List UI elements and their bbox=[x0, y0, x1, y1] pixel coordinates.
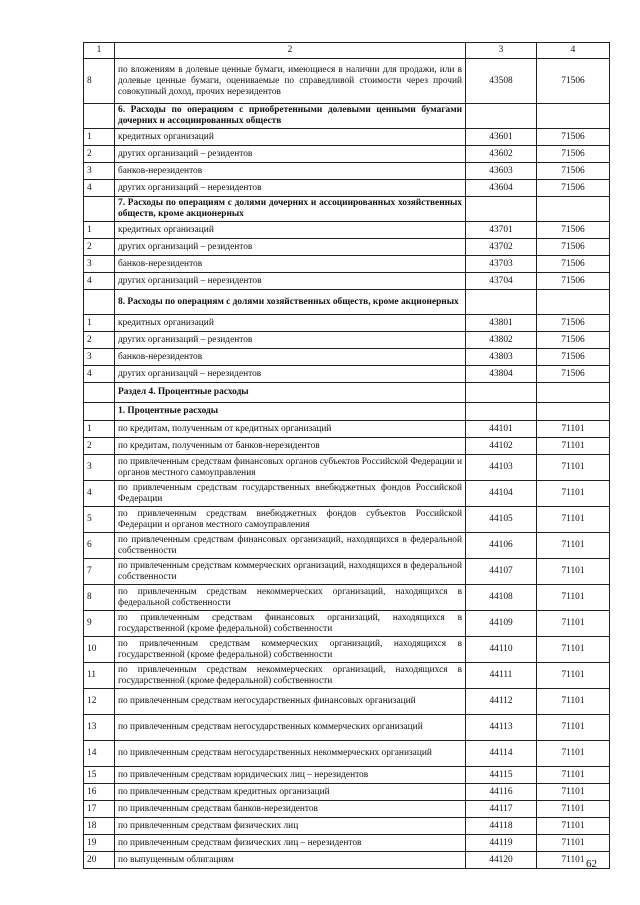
row-number: 1 bbox=[84, 129, 115, 146]
table-row bbox=[84, 818, 610, 835]
row-code bbox=[466, 290, 537, 315]
row-account: 71506 bbox=[537, 366, 610, 383]
row-description: по привлеченным средствам финансовых организаций, находящихся в государственной (кроме федеральной) собственности bbox=[115, 611, 466, 637]
row-account: 71506 bbox=[537, 273, 610, 290]
row-account: 71101 bbox=[537, 585, 610, 611]
row-description: 8. Расходы по операциям с долями хозяйственных обществ, кроме акционерных bbox=[115, 290, 466, 315]
row-account: 71101 bbox=[537, 741, 610, 767]
row-code: 44117 bbox=[466, 801, 537, 818]
table-row bbox=[84, 256, 610, 273]
row-account: 71101 bbox=[537, 852, 610, 869]
row-account: 71506 bbox=[537, 180, 610, 197]
row-code: 44109 bbox=[466, 611, 537, 637]
row-description: по кредитам, полученным от кредитных организаций bbox=[115, 421, 466, 438]
row-code bbox=[466, 197, 537, 222]
row-description: других организаций – резидентов bbox=[115, 239, 466, 256]
table-row bbox=[84, 481, 610, 507]
table-row bbox=[84, 239, 610, 256]
table-row bbox=[84, 180, 610, 197]
row-code: 44111 bbox=[466, 663, 537, 689]
page-number: 62 bbox=[586, 858, 597, 870]
row-number: 2 bbox=[84, 146, 115, 163]
table-row bbox=[84, 835, 610, 852]
row-number: 4 bbox=[84, 180, 115, 197]
row-description: по вложениям в долевые ценные бумаги, имеющиеся в наличии для продажи, или в долевые ценные бумаги, оцениваемые по справедливой стоимости через прочий совокупный доход, прочих нерезидентов bbox=[115, 59, 466, 104]
row-description: по кредитам, полученным от банков-нерезидентов bbox=[115, 438, 466, 455]
row-number: 1 bbox=[84, 421, 115, 438]
section-header-row bbox=[84, 104, 610, 129]
row-code: 44110 bbox=[466, 637, 537, 663]
row-number bbox=[84, 383, 115, 403]
table-row bbox=[84, 438, 610, 455]
row-number: 16 bbox=[84, 784, 115, 801]
row-description: по привлеченным средствам некоммерческих организаций, находящихся в федеральной собственности bbox=[115, 585, 466, 611]
row-number: 3 bbox=[84, 349, 115, 366]
row-description: других организаций – резидентов bbox=[115, 332, 466, 349]
row-code: 43703 bbox=[466, 256, 537, 273]
row-code: 43804 bbox=[466, 366, 537, 383]
row-number: 5 bbox=[84, 507, 115, 533]
row-account: 71101 bbox=[537, 715, 610, 741]
row-code: 43601 bbox=[466, 129, 537, 146]
row-account: 71101 bbox=[537, 421, 610, 438]
table-row bbox=[84, 349, 610, 366]
row-code: 44112 bbox=[466, 689, 537, 715]
row-description: 1. Процентные расходы bbox=[115, 403, 466, 421]
header-col-2: 2 bbox=[115, 43, 466, 59]
row-number: 20 bbox=[84, 852, 115, 869]
section-header-row bbox=[84, 383, 610, 403]
table-row bbox=[84, 611, 610, 637]
row-number: 8 bbox=[84, 585, 115, 611]
row-number bbox=[84, 197, 115, 222]
row-number: 6 bbox=[84, 533, 115, 559]
row-code: 44108 bbox=[466, 585, 537, 611]
row-account: 71101 bbox=[537, 818, 610, 835]
row-description: по привлеченным средствам финансовых органов субъектов Российской Федерации и органов местного самоуправления bbox=[115, 455, 466, 481]
row-number: 3 bbox=[84, 163, 115, 180]
row-code: 44120 bbox=[466, 852, 537, 869]
table-row bbox=[84, 559, 610, 585]
row-account: 71101 bbox=[537, 481, 610, 507]
row-code: 43508 bbox=[466, 59, 537, 104]
header-col-3: 3 bbox=[466, 43, 537, 59]
row-account: 71506 bbox=[537, 129, 610, 146]
row-code: 44116 bbox=[466, 784, 537, 801]
row-account: 71101 bbox=[537, 784, 610, 801]
row-description: других организацчй – нерезидентов bbox=[115, 366, 466, 383]
row-code: 44101 bbox=[466, 421, 537, 438]
row-account: 71506 bbox=[537, 332, 610, 349]
row-account: 71506 bbox=[537, 59, 610, 104]
row-description: по привлеченным средствам кредитных организаций bbox=[115, 784, 466, 801]
accounts-table bbox=[83, 42, 610, 869]
row-code: 43801 bbox=[466, 315, 537, 332]
table-row bbox=[84, 332, 610, 349]
row-description: по привлеченным средствам негосударственных некоммерческих организаций bbox=[115, 741, 466, 767]
row-code: 44115 bbox=[466, 767, 537, 784]
table-row bbox=[84, 663, 610, 689]
row-code: 44118 bbox=[466, 818, 537, 835]
table-row bbox=[84, 146, 610, 163]
row-description: кредитных организаций bbox=[115, 129, 466, 146]
row-description: по привлеченным средствам банков-нерезидентов bbox=[115, 801, 466, 818]
row-number: 10 bbox=[84, 637, 115, 663]
table-row bbox=[84, 689, 610, 715]
row-account bbox=[537, 383, 610, 403]
row-code: 44114 bbox=[466, 741, 537, 767]
row-number: 4 bbox=[84, 273, 115, 290]
row-code: 43604 bbox=[466, 180, 537, 197]
row-account: 71101 bbox=[537, 637, 610, 663]
header-col-4: 4 bbox=[537, 43, 610, 59]
row-description: других организаций – нерезидентов bbox=[115, 273, 466, 290]
row-account: 71101 bbox=[537, 767, 610, 784]
row-account: 71506 bbox=[537, 256, 610, 273]
row-number bbox=[84, 403, 115, 421]
table-row bbox=[84, 163, 610, 180]
row-code bbox=[466, 383, 537, 403]
row-number: 7 bbox=[84, 559, 115, 585]
row-number: 4 bbox=[84, 481, 115, 507]
row-description: по выпущенным облигациям bbox=[115, 852, 466, 869]
table-row bbox=[84, 637, 610, 663]
row-description: по привлеченным средствам коммерческих организаций, находящихся в федеральной собственности bbox=[115, 559, 466, 585]
row-number: 13 bbox=[84, 715, 115, 741]
row-description: кредитных организаций bbox=[115, 222, 466, 239]
row-number: 2 bbox=[84, 332, 115, 349]
table-row bbox=[84, 741, 610, 767]
table-row bbox=[84, 767, 610, 784]
section-header-row bbox=[84, 290, 610, 315]
row-number: 12 bbox=[84, 689, 115, 715]
row-number: 3 bbox=[84, 256, 115, 273]
table-row bbox=[84, 585, 610, 611]
row-number: 3 bbox=[84, 455, 115, 481]
table-row bbox=[84, 59, 610, 104]
row-number: 8 bbox=[84, 59, 115, 104]
row-description: по привлеченным средствам негосударственных финансовых организаций bbox=[115, 689, 466, 715]
row-number: 1 bbox=[84, 315, 115, 332]
row-account: 71101 bbox=[537, 689, 610, 715]
row-description: по привлеченным средствам финансовых организаций, находящихся в федеральной собственности bbox=[115, 533, 466, 559]
row-description: Раздел 4. Процентные расходы bbox=[115, 383, 466, 403]
row-number: 1 bbox=[84, 222, 115, 239]
row-description: кредитных организаций bbox=[115, 315, 466, 332]
row-account bbox=[537, 104, 610, 129]
table-row bbox=[84, 852, 610, 869]
row-account: 71506 bbox=[537, 222, 610, 239]
row-description: банков-нерезидентов bbox=[115, 163, 466, 180]
row-number: 9 bbox=[84, 611, 115, 637]
row-description: других организаций – резидентов bbox=[115, 146, 466, 163]
row-code: 44107 bbox=[466, 559, 537, 585]
row-number: 15 bbox=[84, 767, 115, 784]
row-code: 43702 bbox=[466, 239, 537, 256]
row-number: 17 bbox=[84, 801, 115, 818]
table-row bbox=[84, 273, 610, 290]
row-account: 71506 bbox=[537, 239, 610, 256]
table-row bbox=[84, 421, 610, 438]
row-code bbox=[466, 403, 537, 421]
row-number: 18 bbox=[84, 818, 115, 835]
row-code: 44104 bbox=[466, 481, 537, 507]
row-account bbox=[537, 290, 610, 315]
table-header-row bbox=[84, 43, 610, 59]
row-account: 71101 bbox=[537, 507, 610, 533]
row-code: 44103 bbox=[466, 455, 537, 481]
row-account: 71506 bbox=[537, 163, 610, 180]
row-number: 19 bbox=[84, 835, 115, 852]
row-code: 43704 bbox=[466, 273, 537, 290]
section-header-row bbox=[84, 197, 610, 222]
row-description: банков-нерезидентов bbox=[115, 256, 466, 273]
row-number: 14 bbox=[84, 741, 115, 767]
table-row bbox=[84, 366, 610, 383]
row-description: по привлеченным средствам внебюджетных фондов субъектов Российской Федерации и органов местного самоуправления bbox=[115, 507, 466, 533]
row-number: 2 bbox=[84, 239, 115, 256]
row-account: 71506 bbox=[537, 146, 610, 163]
row-code: 43602 bbox=[466, 146, 537, 163]
header-col-1: 1 bbox=[84, 43, 115, 59]
row-code: 44102 bbox=[466, 438, 537, 455]
table-row bbox=[84, 315, 610, 332]
row-account: 71101 bbox=[537, 611, 610, 637]
row-code: 44106 bbox=[466, 533, 537, 559]
row-description: по привлеченным средствам юридических лиц – нерезидентов bbox=[115, 767, 466, 784]
row-account bbox=[537, 403, 610, 421]
row-code: 43803 bbox=[466, 349, 537, 366]
row-account: 71506 bbox=[537, 349, 610, 366]
row-description: по привлеченным средствам некоммерческих организаций, находящихся в государственной (кроме федеральной) собственности bbox=[115, 663, 466, 689]
row-description: 6. Расходы по операциям с приобретенными долевыми ценными бумагами дочерних и ассоциированных обществ bbox=[115, 104, 466, 129]
row-number bbox=[84, 104, 115, 129]
row-code: 43701 bbox=[466, 222, 537, 239]
row-number: 4 bbox=[84, 366, 115, 383]
row-description: по привлеченным средствам негосударственных коммерческих организаций bbox=[115, 715, 466, 741]
row-code: 43603 bbox=[466, 163, 537, 180]
table-row bbox=[84, 129, 610, 146]
row-description: банков-нерезидентов bbox=[115, 349, 466, 366]
row-code: 43802 bbox=[466, 332, 537, 349]
row-account: 71101 bbox=[537, 533, 610, 559]
row-description: по привлеченным средствам коммерческих организаций, находящихся в государственной (кроме федеральной) собственности bbox=[115, 637, 466, 663]
row-number: 11 bbox=[84, 663, 115, 689]
table-row bbox=[84, 222, 610, 239]
row-account: 71101 bbox=[537, 455, 610, 481]
table-row bbox=[84, 507, 610, 533]
row-code bbox=[466, 104, 537, 129]
row-account bbox=[537, 197, 610, 222]
row-account: 71101 bbox=[537, 663, 610, 689]
table-row bbox=[84, 801, 610, 818]
section-header-row bbox=[84, 403, 610, 421]
row-description: 7. Расходы по операциям с долями дочерних и ассоциированных хозяйственных обществ, кроме акционерных bbox=[115, 197, 466, 222]
row-account: 71101 bbox=[537, 835, 610, 852]
row-code: 44119 bbox=[466, 835, 537, 852]
table-row bbox=[84, 533, 610, 559]
table-row bbox=[84, 455, 610, 481]
row-description: по привлеченным средствам физических лиц bbox=[115, 818, 466, 835]
row-description: по привлеченным средствам физических лиц – нерезидентов bbox=[115, 835, 466, 852]
row-code: 44113 bbox=[466, 715, 537, 741]
row-account: 71101 bbox=[537, 438, 610, 455]
row-description: других организаций – нерезидентов bbox=[115, 180, 466, 197]
row-account: 71101 bbox=[537, 801, 610, 818]
row-code: 44105 bbox=[466, 507, 537, 533]
row-account: 71506 bbox=[537, 315, 610, 332]
row-account: 71101 bbox=[537, 559, 610, 585]
table-row bbox=[84, 784, 610, 801]
table-row bbox=[84, 715, 610, 741]
row-number: 2 bbox=[84, 438, 115, 455]
row-description: по привлеченным средствам государственных внебюджетных фондов Российской Федерации bbox=[115, 481, 466, 507]
row-number bbox=[84, 290, 115, 315]
